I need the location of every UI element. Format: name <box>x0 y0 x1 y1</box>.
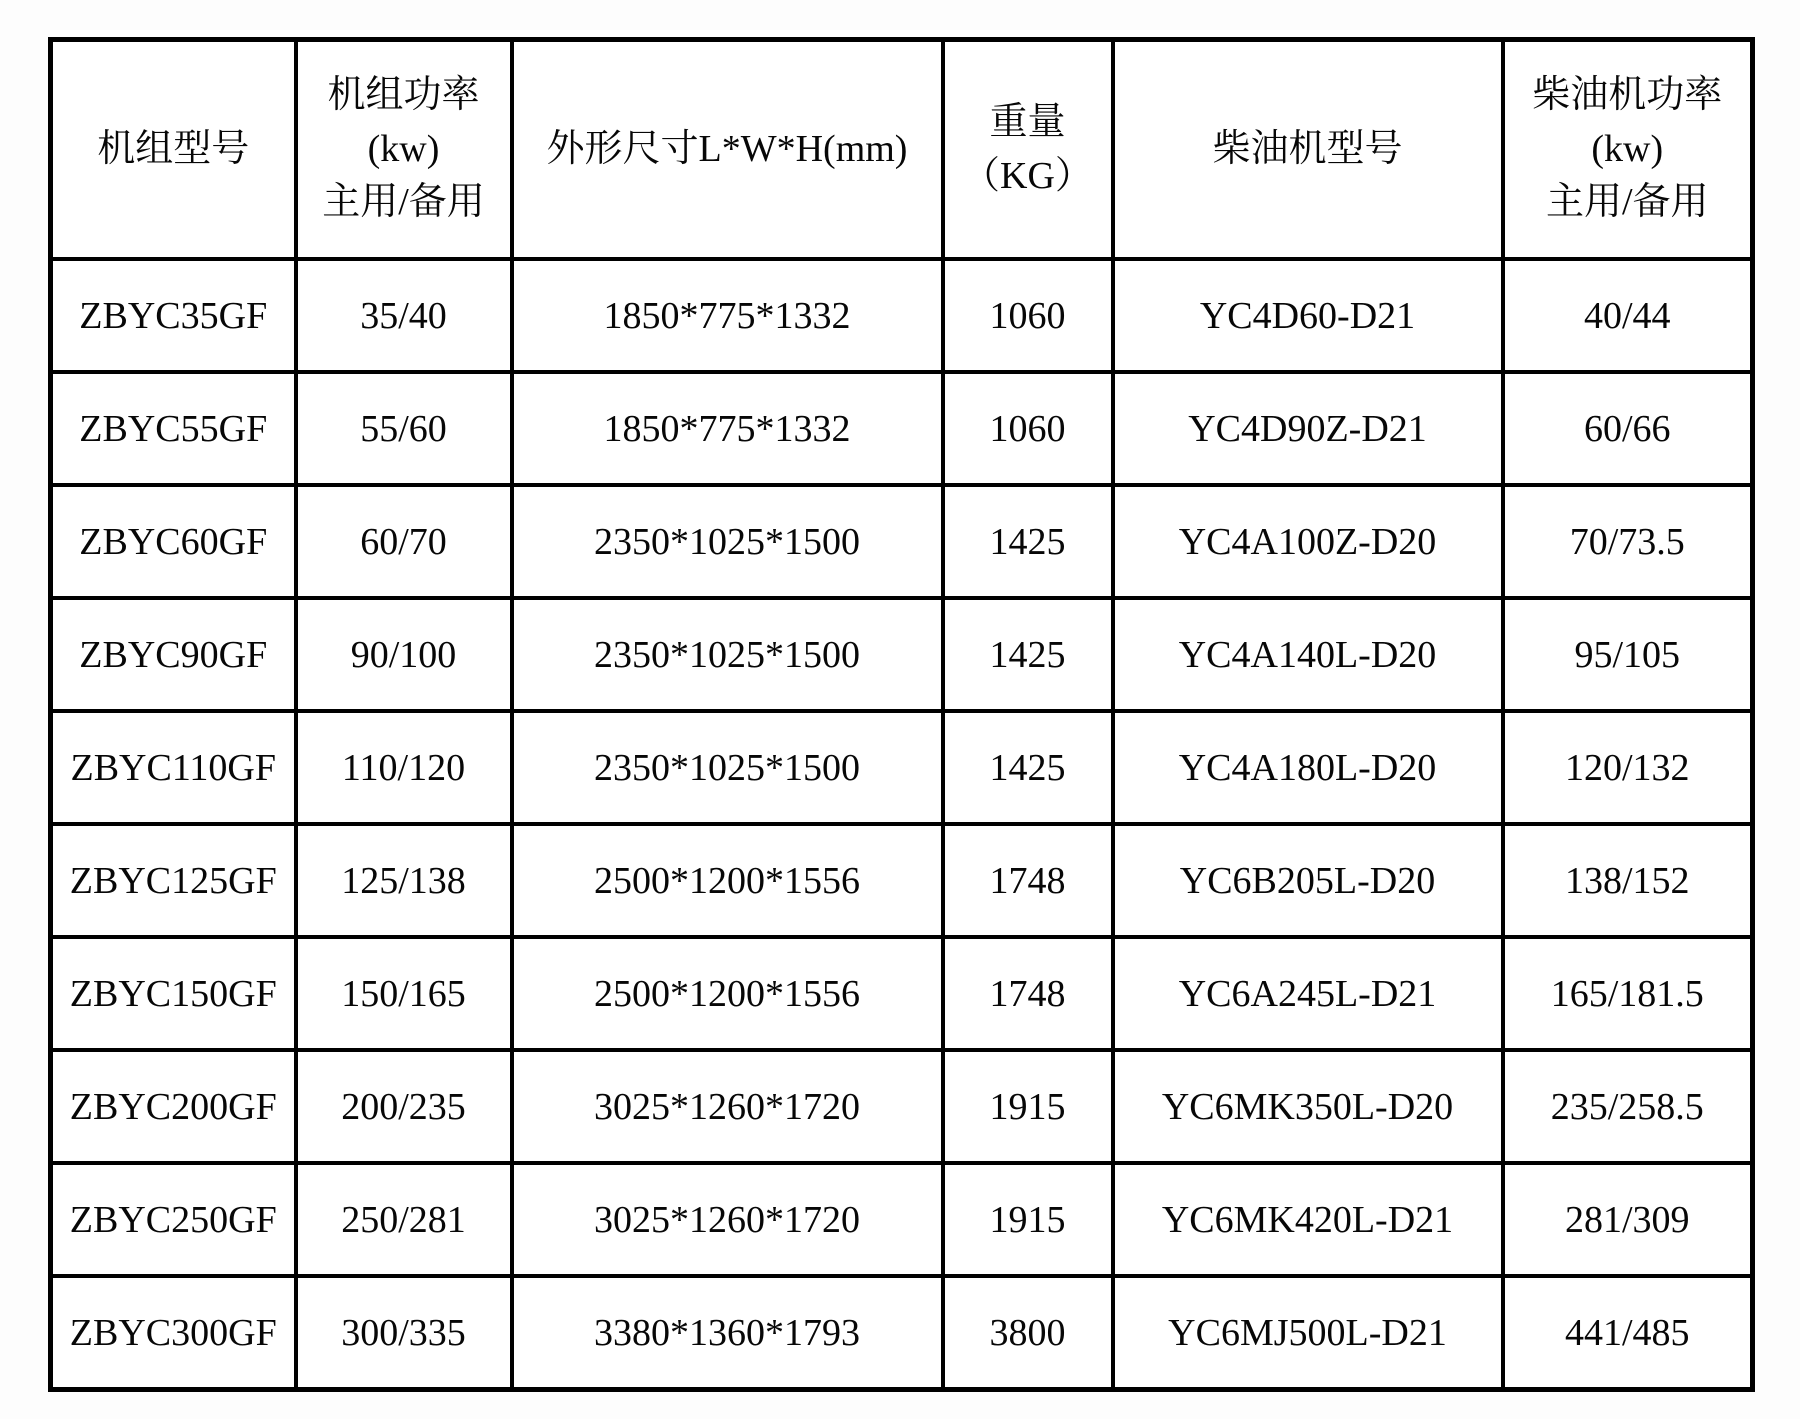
cell-dimensions: 1850*775*1332 <box>512 259 943 372</box>
cell-weight: 1425 <box>943 598 1113 711</box>
cell-dimensions: 3025*1260*1720 <box>512 1163 943 1276</box>
cell-dimensions: 2500*1200*1556 <box>512 937 943 1050</box>
cell-unit-power: 150/165 <box>296 937 512 1050</box>
cell-dimensions: 3380*1360*1793 <box>512 1276 943 1390</box>
cell-dimensions: 2500*1200*1556 <box>512 824 943 937</box>
table-row <box>51 598 1753 711</box>
header-unit-power-line2: (kw) <box>367 127 440 170</box>
cell-unit-model: ZBYC35GF <box>51 259 296 372</box>
cell-engine-power: 235/258.5 <box>1503 1050 1753 1163</box>
header-unit-power <box>296 40 512 260</box>
cell-unit-power: 35/40 <box>296 259 512 372</box>
header-unit-power-line3: 主用/备用 <box>322 181 485 224</box>
spec-table <box>48 37 1755 1392</box>
cell-dimensions: 1850*775*1332 <box>512 372 943 485</box>
cell-engine-power: 281/309 <box>1503 1163 1753 1276</box>
table-row <box>51 372 1753 485</box>
cell-weight: 1060 <box>943 259 1113 372</box>
cell-engine-power: 441/485 <box>1503 1276 1753 1390</box>
cell-engine-model: YC6A245L-D21 <box>1113 937 1503 1050</box>
cell-engine-model: YC6B205L-D20 <box>1113 824 1503 937</box>
cell-dimensions: 2350*1025*1500 <box>512 598 943 711</box>
header-engine-model-label: 柴油机型号 <box>1212 127 1403 170</box>
cell-engine-power: 70/73.5 <box>1503 485 1753 598</box>
table-header-row <box>51 40 1753 260</box>
header-dimensions <box>512 40 943 260</box>
cell-engine-model: YC6MK420L-D21 <box>1113 1163 1503 1276</box>
table-row <box>51 485 1753 598</box>
cell-engine-model: YC4D90Z-D21 <box>1113 372 1503 485</box>
header-unit-power-line1: 机组功率 <box>327 73 480 116</box>
cell-engine-power: 60/66 <box>1503 372 1753 485</box>
cell-unit-power: 90/100 <box>296 598 512 711</box>
header-engine-power-line3: 主用/备用 <box>1545 181 1709 224</box>
header-engine-power-line1: 柴油机功率 <box>1532 73 1723 116</box>
header-weight <box>943 40 1113 260</box>
cell-unit-model: ZBYC55GF <box>51 372 296 485</box>
cell-unit-model: ZBYC90GF <box>51 598 296 711</box>
cell-engine-model: YC6MK350L-D20 <box>1113 1050 1503 1163</box>
cell-unit-model: ZBYC60GF <box>51 485 296 598</box>
cell-engine-power: 120/132 <box>1503 711 1753 824</box>
table-row <box>51 711 1753 824</box>
cell-dimensions: 2350*1025*1500 <box>512 711 943 824</box>
header-engine-power-line2: (kw) <box>1591 127 1664 170</box>
cell-engine-model: YC4A100Z-D20 <box>1113 485 1503 598</box>
cell-unit-model: ZBYC125GF <box>51 824 296 937</box>
cell-engine-power: 138/152 <box>1503 824 1753 937</box>
cell-weight: 1915 <box>943 1050 1113 1163</box>
table-row <box>51 259 1753 372</box>
cell-unit-model: ZBYC250GF <box>51 1163 296 1276</box>
header-dimensions-label: 外形尺寸L*W*H(mm) <box>546 127 908 170</box>
cell-engine-model: YC4A140L-D20 <box>1113 598 1503 711</box>
header-weight-line2: （KG） <box>962 154 1093 197</box>
cell-unit-power: 200/235 <box>296 1050 512 1163</box>
cell-unit-power: 110/120 <box>296 711 512 824</box>
cell-weight: 1425 <box>943 485 1113 598</box>
cell-weight: 1425 <box>943 711 1113 824</box>
cell-engine-power: 95/105 <box>1503 598 1753 711</box>
cell-weight: 3800 <box>943 1276 1113 1390</box>
cell-unit-power: 250/281 <box>296 1163 512 1276</box>
cell-unit-power: 55/60 <box>296 372 512 485</box>
table-row <box>51 937 1753 1050</box>
cell-weight: 1060 <box>943 372 1113 485</box>
header-engine-power <box>1503 40 1753 260</box>
cell-weight: 1915 <box>943 1163 1113 1276</box>
cell-engine-model: YC4D60-D21 <box>1113 259 1503 372</box>
header-unit-model-label: 机组型号 <box>97 127 250 170</box>
cell-unit-power: 60/70 <box>296 485 512 598</box>
cell-weight: 1748 <box>943 937 1113 1050</box>
cell-engine-model: YC6MJ500L-D21 <box>1113 1276 1503 1390</box>
cell-unit-model: ZBYC200GF <box>51 1050 296 1163</box>
cell-unit-model: ZBYC300GF <box>51 1276 296 1390</box>
cell-unit-model: ZBYC150GF <box>51 937 296 1050</box>
header-unit-model <box>51 40 296 260</box>
table-row <box>51 824 1753 937</box>
table-row <box>51 1276 1753 1390</box>
header-weight-line1: 重量 <box>989 100 1066 143</box>
cell-engine-power: 165/181.5 <box>1503 937 1753 1050</box>
cell-engine-power: 40/44 <box>1503 259 1753 372</box>
table-row <box>51 1050 1753 1163</box>
cell-dimensions: 2350*1025*1500 <box>512 485 943 598</box>
table-row <box>51 1163 1753 1276</box>
cell-unit-power: 125/138 <box>296 824 512 937</box>
cell-weight: 1748 <box>943 824 1113 937</box>
cell-engine-model: YC4A180L-D20 <box>1113 711 1503 824</box>
cell-unit-power: 300/335 <box>296 1276 512 1390</box>
cell-dimensions: 3025*1260*1720 <box>512 1050 943 1163</box>
header-engine-model <box>1113 40 1503 260</box>
cell-unit-model: ZBYC110GF <box>51 711 296 824</box>
